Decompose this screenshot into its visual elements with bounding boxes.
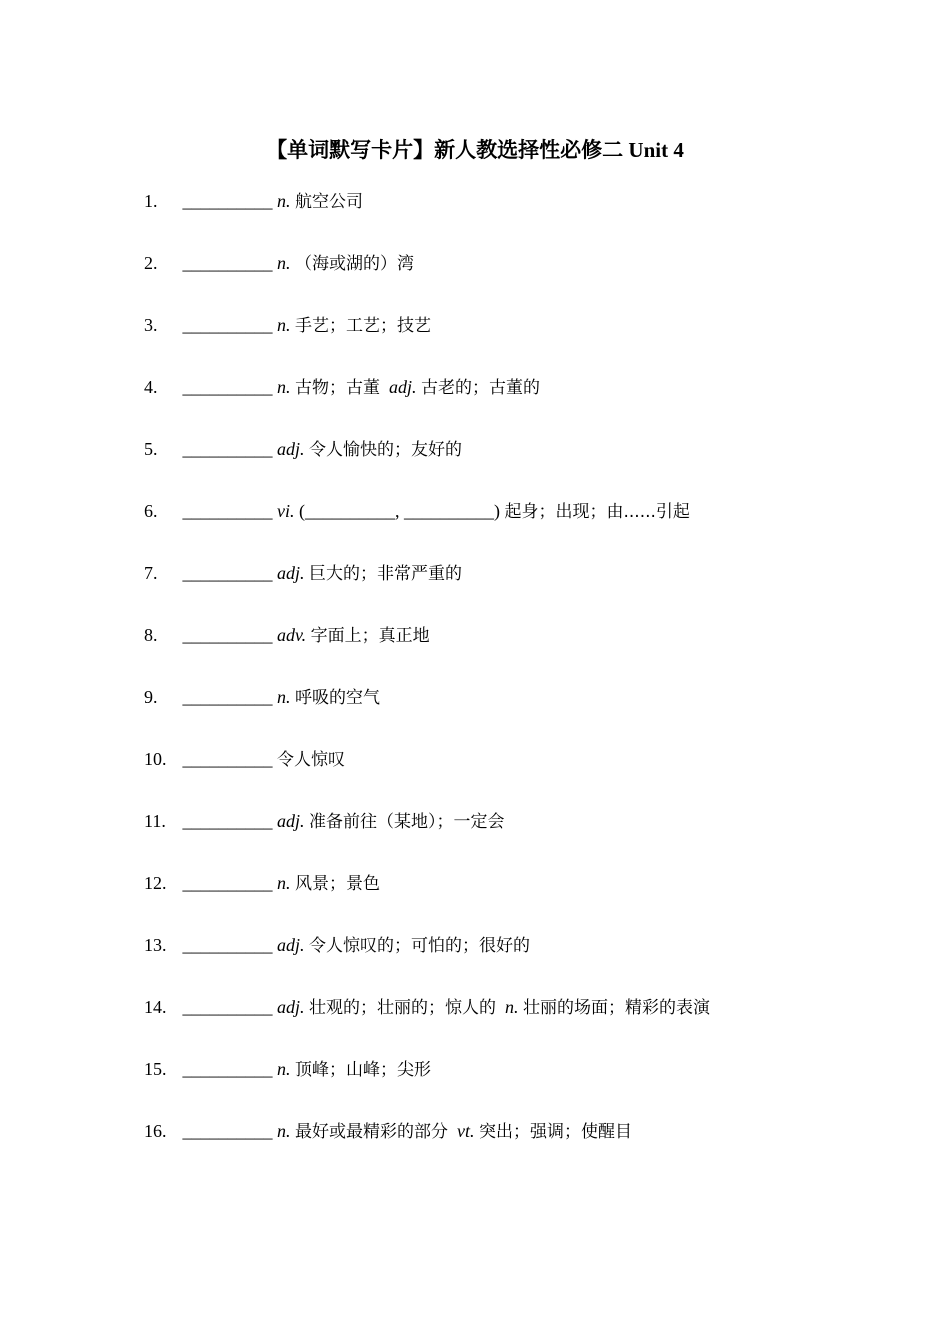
item-number: 9. xyxy=(144,687,158,707)
item-number: 2. xyxy=(144,253,158,273)
list-item xyxy=(144,992,710,1022)
definition: 风景；景色 xyxy=(295,874,380,894)
item-number: 10. xyxy=(144,749,167,769)
part-of-speech: n. xyxy=(277,687,291,707)
part-of-speech: n. xyxy=(277,873,291,893)
definition: 最好或最精彩的部分 xyxy=(295,1122,448,1142)
title-unit: Unit 4 xyxy=(623,138,684,162)
answer-blank: __________ xyxy=(182,1121,273,1141)
part-of-speech: n. xyxy=(277,191,291,211)
list-item xyxy=(144,1116,632,1146)
answer-blank: __________ xyxy=(182,253,273,273)
part-of-speech: n. xyxy=(277,1121,291,1141)
definition: 准备前往（某地）；一定会 xyxy=(309,812,505,832)
item-number: 5. xyxy=(144,439,158,459)
definition: 令人惊叹 xyxy=(277,750,345,770)
list-item xyxy=(144,372,540,402)
definition: 令人愉快的；友好的 xyxy=(309,440,463,460)
paren-open: ( xyxy=(299,501,305,521)
item-number: 3. xyxy=(144,315,158,335)
definition: 令人惊叹的；可怕的；很好的 xyxy=(309,936,531,956)
definition: （海或湖的）湾 xyxy=(295,254,414,274)
part-of-speech: adj. xyxy=(277,811,305,831)
item-number: 16. xyxy=(144,1121,167,1141)
answer-blank: __________ xyxy=(182,1059,273,1079)
definition: 古物；古董 xyxy=(295,378,380,398)
definition: 巨大的；非常严重的 xyxy=(309,564,463,584)
answer-blank: __________ xyxy=(182,501,273,521)
part-of-speech: adj. xyxy=(277,439,305,459)
definition: 顶峰；山峰；尖形 xyxy=(295,1060,431,1080)
item-number: 11. xyxy=(144,811,166,831)
answer-blank-participle: __________ xyxy=(404,501,494,521)
answer-blank: __________ xyxy=(182,191,273,211)
list-item xyxy=(144,496,690,526)
answer-blank: __________ xyxy=(182,935,273,955)
part-of-speech: n. xyxy=(277,315,291,335)
list-item xyxy=(144,868,380,898)
item-number: 6. xyxy=(144,501,158,521)
paren-close: ) xyxy=(494,501,500,521)
definition-2: 壮丽的场面；精彩的表演 xyxy=(523,998,711,1018)
item-number: 14. xyxy=(144,997,167,1017)
definition-2: 突出；强调；使醒目 xyxy=(479,1122,632,1142)
item-number: 8. xyxy=(144,625,158,645)
part-of-speech: n. xyxy=(277,377,291,397)
definition-2: 古老的；古董的 xyxy=(421,378,541,398)
title-cjk: 【单词默写卡片】新人教选择性必修二 xyxy=(266,138,624,162)
list-item xyxy=(144,186,363,216)
part-of-speech-2: n. xyxy=(505,997,519,1017)
list-item xyxy=(144,310,431,340)
list-item xyxy=(144,682,380,712)
definition: 起身；出现；由......引起 xyxy=(504,502,690,522)
definition: 手艺；工艺；技艺 xyxy=(295,316,431,336)
part-of-speech-2: vt. xyxy=(457,1121,475,1141)
answer-blank: __________ xyxy=(182,439,273,459)
answer-blank: __________ xyxy=(182,687,273,707)
answer-blank-past: __________ xyxy=(305,501,395,521)
part-of-speech: adv. xyxy=(277,625,307,645)
page-title xyxy=(0,136,950,164)
part-of-speech-2: adj. xyxy=(389,377,417,397)
answer-blank: __________ xyxy=(182,811,273,831)
item-number: 4. xyxy=(144,377,158,397)
answer-blank: __________ xyxy=(182,625,273,645)
paren-separator: , xyxy=(395,501,404,521)
list-item xyxy=(144,248,414,278)
item-number: 13. xyxy=(144,935,167,955)
answer-blank: __________ xyxy=(182,873,273,893)
answer-blank: __________ xyxy=(182,749,273,769)
list-item xyxy=(144,558,462,588)
part-of-speech: n. xyxy=(277,1059,291,1079)
part-of-speech: n. xyxy=(277,253,291,273)
definition: 呼吸的空气 xyxy=(295,688,380,708)
list-item xyxy=(144,744,345,774)
definition: 字面上；真正地 xyxy=(310,626,430,646)
part-of-speech: adj. xyxy=(277,997,305,1017)
item-number: 1. xyxy=(144,191,158,211)
item-number: 15. xyxy=(144,1059,167,1079)
list-item xyxy=(144,930,530,960)
definition: 壮观的；壮丽的；惊人的 xyxy=(309,998,497,1018)
part-of-speech: adj. xyxy=(277,563,305,583)
list-item xyxy=(144,806,505,836)
definition: 航空公司 xyxy=(295,192,363,212)
list-item xyxy=(144,434,462,464)
answer-blank: __________ xyxy=(182,377,273,397)
item-number: 12. xyxy=(144,873,167,893)
answer-blank: __________ xyxy=(182,315,273,335)
item-number: 7. xyxy=(144,563,158,583)
answer-blank: __________ xyxy=(182,563,273,583)
list-item xyxy=(144,1054,431,1084)
part-of-speech: adj. xyxy=(277,935,305,955)
list-item xyxy=(144,620,430,650)
part-of-speech: vi. xyxy=(277,501,295,521)
answer-blank: __________ xyxy=(182,997,273,1017)
